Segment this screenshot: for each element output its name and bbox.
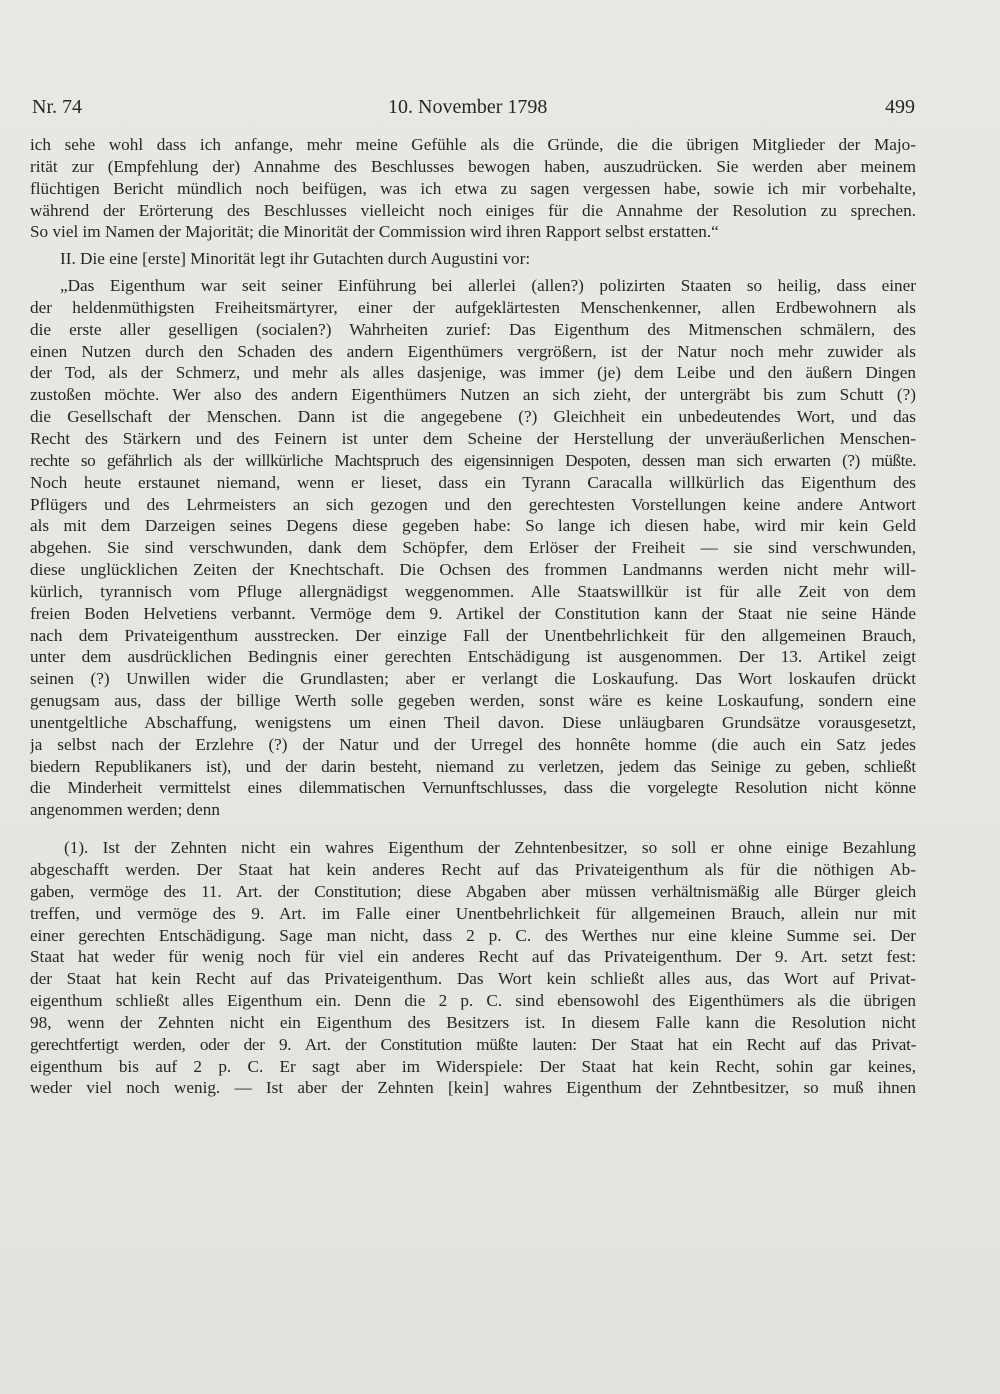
text-line: abgeschafft werden. Der Staat hat kein anderes Recht auf das Privateigenthum als für die nöthigen Ab- <box>30 860 916 879</box>
text-line: abgehen. Sie sind verschwunden, dank dem Schöpfer, dem Erlöser der Freiheit — sie sind verschwunden, <box>30 538 916 558</box>
document-body <box>30 134 916 1099</box>
text-line: unentgeltliche Abschaffung, wenigstens um einen Theil davon. Diese unläugbaren Grundsätze vorausgesetzt, <box>30 712 916 732</box>
document-date: 10. November 1798 <box>388 96 548 118</box>
text-line: treffen, und vermöge des 9. Art. im Falle einer Unentbehrlichkeit für allgemeinen Brauch, allein nur mit <box>30 903 916 923</box>
text-line: rität zur (Empfehlung der) Annahme des Beschlusses bewogen haben, auszudrücken. Sie werden aber meinem <box>30 156 916 176</box>
text-line: der heldenmüthigsten Freiheitsmärtyrer, einer der aufgeklärtesten Menschenkenner, allen Erdbewohnern als <box>30 297 916 317</box>
text-line: eigenthum bis auf 2 p. C. Er sagt aber im Widerspiele: Der Staat hat kein Recht, sohin gar keines, <box>30 1056 916 1076</box>
text-line: die Minderheit vermittelst eines dilemmatischen Vernunftschlusses, dass die vorgelegte Resolution nicht könne <box>30 778 916 798</box>
text-line: Noch heute erstaunet niemand, wenn er lieset, dass ein Tyrann Caracalla willkürlich das Eigenthum des <box>30 472 916 492</box>
text-line: gerechtfertigt werden, oder der 9. Art. der Constitution müßte lauten: Der Staat hat ein Recht auf das Privat- <box>30 1034 916 1054</box>
text-line: gaben, vermöge des 11. Art. der Constitution; diese Abgaben aber müssen verhältnismäßig alle Bürger gleich <box>30 881 916 901</box>
text-line: Recht des Stärkern und des Feinern ist unter dem Scheine der Herstellung der unveräußerlichen Menschen- <box>30 428 916 448</box>
text-line: angenommen werden; denn <box>30 800 220 820</box>
text-line: die Gesellschaft der Menschen. Dann ist die angegebene (?) Gleichheit ein unbedeutendes Wort, und das <box>30 407 916 427</box>
text-line: seinen (?) Unwillen wider die Grundlasten; aber er verlangt die Loskaufung. Das Wort loskaufen drückt <box>30 669 916 689</box>
text-line: (1). Ist der Zehnten nicht ein wahres Eigenthum der Zehntenbesitzer, so soll er ohne einige Bezahlung <box>64 838 916 858</box>
text-line: rechte so gefährlich als der willkürliche Machtspruch des eigensinnigen Despoten, dessen man sich erwarten (?) müßte. <box>30 450 916 470</box>
paragraph-minority-opinion <box>30 275 916 821</box>
text-line: flüchtigen Bericht mündlich noch beifügen, was ich etwa zu sagen vergessen habe, sowie ich mir vorbehalte, <box>30 178 916 198</box>
text-line: zustoßen möchte. Wer also des andern Eigenthümers Nutzen an sich zieht, der untergräbt bis zum Schutt (?) <box>30 385 916 405</box>
text-line: ja selbst nach der Erzlehre (?) der Natur und der Urregel des honnête homme (die auch ein Satz jedes <box>30 734 916 754</box>
text-line: der Tod, als der Schmerz, und mehr als alles dasjenige, was immer (je) dem Leibe und den äußern Dingen <box>30 363 916 383</box>
text-line: freien Boden Helvetiens verbannt. Vermöge dem 9. Artikel der Constitution kann der Staat nie seine Hände <box>30 603 916 623</box>
document-number: Nr. 74 <box>32 96 82 118</box>
paragraph-point-one <box>30 837 916 1099</box>
text-line: biedern Republikaners ist), und der darin besteht, niemand zu verletzen, jedem das Seinige zu geben, schließt <box>30 756 916 776</box>
text-line: genugsam aus, dass der billige Werth solle gegeben werden, sonst wäre es keine Loskaufung, sondern eine <box>30 691 916 711</box>
text-line: der Staat hat kein Recht auf das Privateigenthum. Das Wort kein schließt alles aus, das Wort auf Privat- <box>30 969 916 989</box>
section-heading-minority: II. Die eine [erste] Minorität legt ihr Gutachten durch Augustini vor: <box>60 249 531 269</box>
text-line: „Das Eigenthum war seit seiner Einführung bei allerlei (allen?) polizirten Staaten so heilig, dass einer <box>60 276 916 296</box>
text-line: als mit dem Darzeigen seines Degens diese gegeben habe: So lange ich diesen habe, wird mir kein Geld <box>30 516 916 536</box>
text-line: weder viel noch wenig. — Ist aber der Zehnten [kein] wahres Eigenthum der Zehntbesitzer, so muß ihnen <box>30 1078 916 1098</box>
text-line: kürlich, tyrannisch vom Pfluge allergnädigst weggenommen. Alle Staatswillkür ist für alle Zeit von dem <box>30 581 916 601</box>
text-line: 98, wenn der Zehnten nicht ein Eigenthum des Besitzers ist. In diesem Falle kann die Resolution nicht <box>30 1012 916 1032</box>
text-line: eigenthum schließt alles Eigenthum ein. Denn die 2 p. C. sind ebensowohl des Eigenthümers als die übrigen <box>30 991 916 1011</box>
paragraph-majority-report <box>30 134 916 243</box>
text-line: nach dem Privateigenthum ausstrecken. Der einzige Fall der Unentbehrlichkeit für den allgemeinen Brauch, <box>30 625 916 645</box>
text-line: während der Erörterung des Beschlusses vielleicht noch einiges für die Annahme der Resolution zu sprechen. <box>30 200 916 220</box>
text-line: unter dem ausdrücklichen Bedingnis einer gerechten Entschädigung ist ausgenommen. Der 13. Artikel zeigt <box>30 647 916 667</box>
text-line: ich sehe wohl dass ich anfange, mehr meine Gefühle als die Gründe, die die übrigen Mitglieder der Majo- <box>30 135 916 154</box>
text-line: die erste aller geselligen (socialen?) Wahrheiten zurief: Das Eigenthum des Mitmenschen schmälern, des <box>30 319 916 339</box>
text-line: diese unglücklichen Zeiten der Knechtschaft. Die Ochsen des frommen Landmanns werden nicht mehr will- <box>30 560 916 580</box>
page-header <box>32 96 915 122</box>
text-line: einer gerechten Entschädigung. Sage man nicht, dass 2 p. C. des Werthes nur eine kleine Summe sei. Der <box>30 925 916 945</box>
text-line: Staat hat weder für wenig noch für viel ein anderes Recht auf das Privateigenthum. Der 9. Art. setzt fest: <box>30 947 916 967</box>
page-number: 499 <box>885 96 915 118</box>
text-line: Pflügers und des Lehrmeisters an sich gezogen und den gerechtesten Vorstellungen keine andere Antwort <box>30 494 916 514</box>
text-line: So viel im Namen der Majorität; die Minorität der Commission wird ihren Rapport selbst erstatten.“ <box>30 222 719 242</box>
text-line: einen Nutzen durch den Schaden des andern Eigenthümers vergrößern, ist der Natur noch mehr zuwider als <box>30 341 916 361</box>
